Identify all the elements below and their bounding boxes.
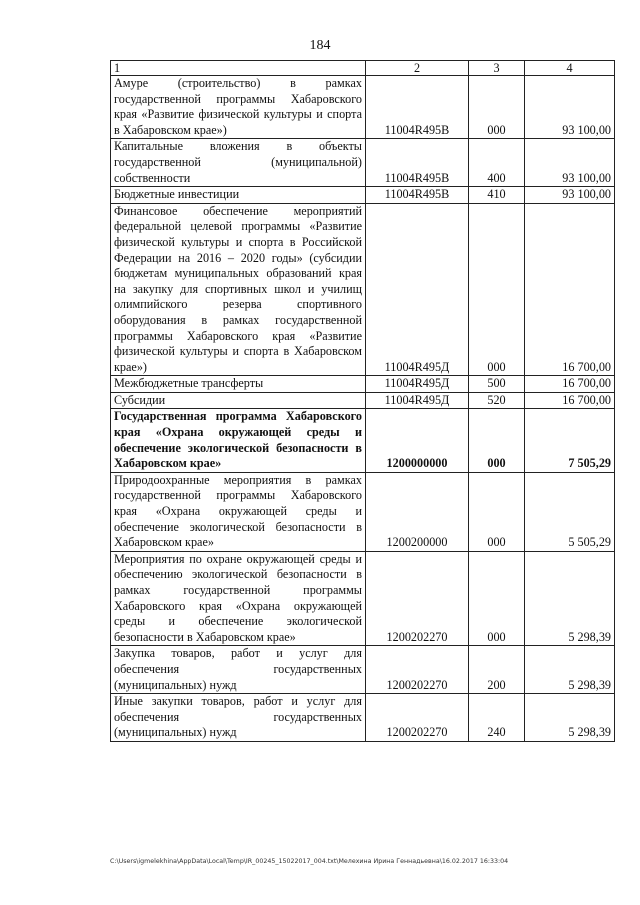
- row-name: Мероприятия по охране окружающей среды и обеспечению экологической безопасности в рамках государственной программы Хабаровского края «Охрана окружающей среды и обеспечение экологической безопасности в Хабаровском крае»: [111, 551, 366, 646]
- row-name: Государственная программа Хабаровского края «Охрана окружающей среды и обеспечение экологической безопасности в Хабаровском крае»: [111, 409, 366, 472]
- row-vr: 200: [469, 646, 525, 694]
- row-amount: 16 700,00: [525, 376, 615, 393]
- header-col-3: 3: [469, 61, 525, 76]
- header-col-1: 1: [111, 61, 366, 76]
- file-path-footer: C:\Users\igmelekhina\AppData\Local\Temp\IR_00245_15022017_004.txt\Мелехина Ирина Геннадьевна\16.02.2017 16:33:04: [110, 858, 509, 865]
- row-vr: 000: [469, 551, 525, 646]
- row-code: 11004R495Д: [366, 203, 469, 376]
- row-amount: 16 700,00: [525, 203, 615, 376]
- row-name: Закупка товаров, работ и услуг для обеспечения государственных (муниципальных) нужд: [111, 646, 366, 694]
- row-name: Капитальные вложения в объекты государственной (муниципальной) собственности: [111, 139, 366, 187]
- budget-table: [110, 60, 615, 742]
- row-name: Природоохранные мероприятия в рамках государственной программы Хабаровского края «Охрана окружающей среды и обеспечение экологической безопасности в Хабаровском крае»: [111, 472, 366, 551]
- row-code: 11004R495В: [366, 187, 469, 204]
- table-row: [111, 551, 615, 646]
- row-code: 1200202270: [366, 551, 469, 646]
- row-amount: 93 100,00: [525, 139, 615, 187]
- header-col-2: 2: [366, 61, 469, 76]
- table-row: [111, 392, 615, 409]
- row-name: Амуре (строительство) в рамках государственной программы Хабаровского края «Развитие физической культуры и спорта в Хабаровском крае»): [111, 76, 366, 139]
- table-row: [111, 376, 615, 393]
- row-amount: 7 505,29: [525, 409, 615, 472]
- header-col-4: 4: [525, 61, 615, 76]
- row-amount: 93 100,00: [525, 76, 615, 139]
- row-code: 1200000000: [366, 409, 469, 472]
- table-row: [111, 203, 615, 376]
- row-amount: 5 298,39: [525, 551, 615, 646]
- row-name: Межбюджетные трансферты: [111, 376, 366, 393]
- row-amount: 5 298,39: [525, 694, 615, 742]
- row-vr: 240: [469, 694, 525, 742]
- row-vr: 000: [469, 76, 525, 139]
- row-code: 1200202270: [366, 646, 469, 694]
- row-code: 1200200000: [366, 472, 469, 551]
- row-vr: 000: [469, 472, 525, 551]
- row-vr: 520: [469, 392, 525, 409]
- table-row: [111, 139, 615, 187]
- row-name: Субсидии: [111, 392, 366, 409]
- row-vr: 500: [469, 376, 525, 393]
- row-vr: 410: [469, 187, 525, 204]
- table-row: [111, 694, 615, 742]
- page-number: 184: [309, 38, 331, 53]
- row-vr: 400: [469, 139, 525, 187]
- table-row: [111, 472, 615, 551]
- table-row: [111, 187, 615, 204]
- row-vr: 000: [469, 409, 525, 472]
- table-header-row: [111, 61, 615, 76]
- row-amount: 93 100,00: [525, 187, 615, 204]
- row-code: 11004R495Д: [366, 376, 469, 393]
- row-code: 1200202270: [366, 694, 469, 742]
- row-amount: 5 505,29: [525, 472, 615, 551]
- row-amount: 5 298,39: [525, 646, 615, 694]
- row-code: 11004R495Д: [366, 392, 469, 409]
- table-row-program: [111, 409, 615, 472]
- row-name: Финансовое обеспечение мероприятий федеральной целевой программы «Развитие физической культуры и спорта в Российской Федерации на 2016 – 2020 годы» (субсидии бюджетам муниципальных образований края на закупку для спортивных школ и училищ олимпийского резерва спортивного оборудования в рамках государственной программы Хабаровского края «Развитие физической культуры и спорта в Хабаровском крае»): [111, 203, 366, 376]
- table-row: [111, 646, 615, 694]
- row-name: Иные закупки товаров, работ и услуг для обеспечения государственных (муниципальных) нужд: [111, 694, 366, 742]
- table-row: [111, 76, 615, 139]
- row-code: 11004R495В: [366, 139, 469, 187]
- row-vr: 000: [469, 203, 525, 376]
- row-name: Бюджетные инвестиции: [111, 187, 366, 204]
- row-code: 11004R495В: [366, 76, 469, 139]
- row-amount: 16 700,00: [525, 392, 615, 409]
